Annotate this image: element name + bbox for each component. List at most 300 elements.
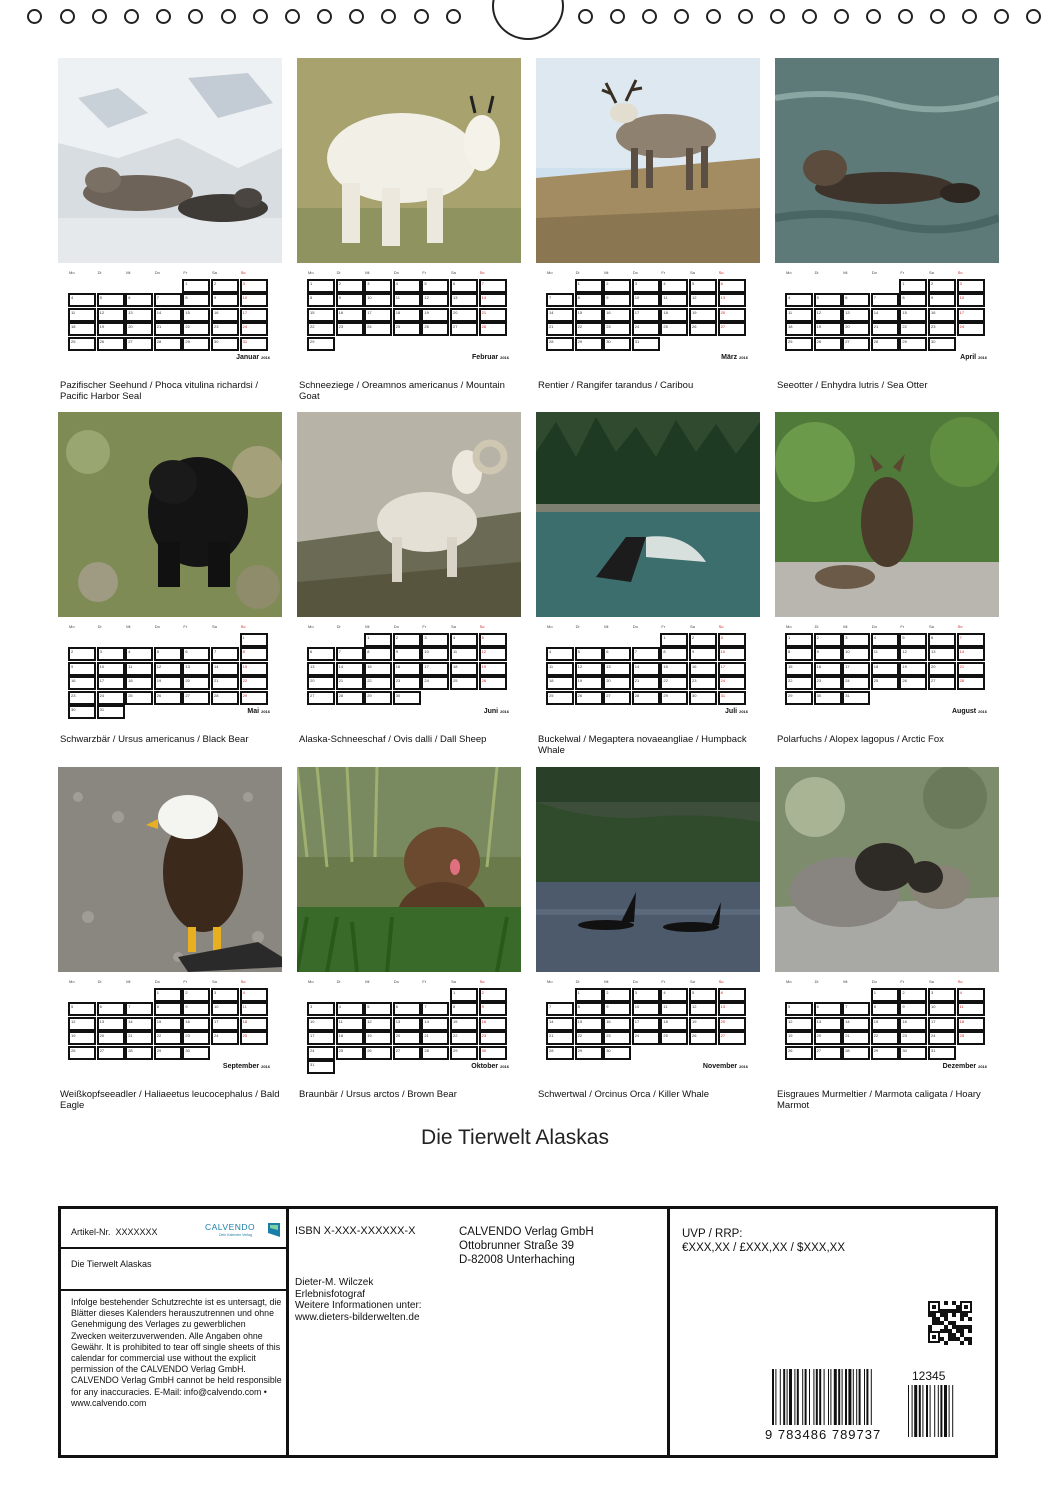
day-number: 13 — [720, 295, 726, 301]
weekday-label: Fr — [900, 624, 905, 629]
day-number: 16 — [481, 1018, 487, 1024]
day-cell — [575, 691, 603, 705]
weekday-label: Sa — [929, 624, 934, 629]
day-number: 3 — [367, 281, 370, 286]
day-number: 27 — [128, 338, 133, 344]
day-cell — [632, 293, 660, 307]
day-cell — [718, 293, 746, 307]
day-number: 7 — [549, 295, 552, 301]
day-number: 29 — [577, 338, 583, 344]
day-cell — [450, 676, 478, 690]
day-number: 2 — [185, 990, 188, 995]
day-number: 27 — [606, 692, 611, 698]
day-grid — [307, 988, 507, 1072]
day-number: 13 — [128, 309, 133, 315]
day-number: 8 — [185, 295, 188, 301]
day-number: 15 — [156, 1018, 162, 1024]
day-number: 9 — [606, 295, 609, 301]
day-cell — [182, 1046, 210, 1060]
day-cell — [660, 676, 688, 690]
day-cell — [154, 322, 182, 336]
day-cell — [632, 279, 660, 293]
day-number: 23 — [606, 1033, 611, 1039]
day-cell — [718, 1002, 746, 1016]
day-number: 19 — [481, 663, 487, 669]
day-cell — [450, 988, 478, 1002]
day-number: 25 — [549, 692, 554, 698]
day-cell — [814, 322, 842, 336]
day-cell — [364, 662, 392, 676]
day-cell — [97, 1031, 125, 1045]
day-number: 10 — [931, 1004, 936, 1010]
day-number: 31 — [931, 1047, 936, 1053]
isbn: ISBN X-XXX-XXXXXX-X — [295, 1225, 416, 1237]
day-number: 3 — [845, 635, 848, 640]
day-number: 16 — [816, 663, 822, 669]
product-title: Die Tierwelt Alaskas — [71, 1259, 152, 1269]
day-number: 26 — [577, 692, 583, 698]
month-name: März — [721, 354, 738, 361]
weekday-label: So — [718, 979, 724, 984]
day-cell — [575, 988, 603, 1002]
day-number: 20 — [310, 678, 315, 684]
photo-caption: Eisgraues Murmeltier / Marmota caligata / Hoary Marmot — [777, 1089, 981, 1111]
day-number: 20 — [931, 663, 936, 669]
day-cell — [718, 647, 746, 661]
month-card-märz — [536, 58, 760, 408]
day-cell — [125, 293, 153, 307]
weekday-label: Fr — [422, 979, 427, 984]
day-number: 27 — [720, 1033, 726, 1039]
day-number: 16 — [214, 309, 219, 315]
day-cell — [785, 293, 813, 307]
weekday-label: Fr — [422, 270, 427, 275]
day-number: 20 — [720, 309, 726, 315]
day-number: 21 — [845, 1033, 850, 1039]
day-cell — [182, 647, 210, 661]
mini-calendar — [297, 979, 521, 1074]
day-number: 7 — [338, 649, 341, 655]
day-cell — [68, 647, 96, 661]
weekday-label: Fr — [183, 979, 188, 984]
day-cell — [240, 337, 268, 351]
day-cell — [450, 293, 478, 307]
day-cell — [718, 308, 746, 322]
day-cell — [785, 662, 813, 676]
weekday-label: Fr — [661, 979, 666, 984]
day-number: 5 — [99, 295, 102, 301]
day-number: 18 — [242, 1018, 248, 1024]
day-number: 5 — [156, 649, 160, 655]
day-cell — [899, 988, 927, 1002]
day-number: 22 — [873, 1033, 879, 1039]
day-cell — [68, 322, 96, 336]
day-cell — [957, 279, 985, 293]
day-cell — [632, 308, 660, 322]
day-grid — [307, 279, 507, 363]
weekday-label: So — [240, 624, 246, 629]
day-cell — [125, 1017, 153, 1031]
day-number: 7 — [214, 649, 217, 655]
day-cell — [871, 633, 899, 647]
month-year: 2016 — [500, 355, 509, 360]
month-label — [297, 708, 509, 715]
day-grid — [68, 279, 268, 363]
day-cell — [785, 676, 813, 690]
day-cell — [211, 279, 239, 293]
mini-calendar — [775, 979, 999, 1074]
day-number: 28 — [338, 692, 344, 698]
day-number: 28 — [214, 692, 219, 698]
day-cell — [842, 1002, 870, 1016]
day-number: 20 — [606, 678, 611, 684]
day-number: 6 — [845, 295, 848, 301]
article-row — [61, 1209, 286, 1249]
photo-caption: Buckelwal / Megaptera novaeangliae / Humpback Whale — [538, 734, 747, 756]
weekday-label: So — [957, 979, 963, 984]
day-cell — [575, 1002, 603, 1016]
month-label — [536, 1063, 748, 1070]
month-name: Juli — [725, 708, 738, 715]
day-number: 8 — [367, 649, 370, 655]
day-cell — [307, 1017, 335, 1031]
day-number: 4 — [453, 635, 456, 640]
day-number: 2 — [214, 281, 217, 286]
binding-hole — [802, 9, 817, 24]
day-number: 1 — [577, 990, 580, 995]
day-number: 16 — [606, 309, 611, 315]
day-cell — [182, 1017, 210, 1031]
day-cell — [814, 1031, 842, 1045]
day-number: 27 — [395, 1047, 401, 1053]
day-cell — [814, 308, 842, 322]
day-number: 23 — [395, 678, 401, 684]
binding-hole — [738, 9, 753, 24]
day-cell — [154, 662, 182, 676]
author-info: Dieter-M. Wilczek Erlebnisfotograf Weitere Informationen unter: www.dieters-bilderwelten.de — [295, 1277, 422, 1323]
month-name: Dezember — [942, 1063, 977, 1070]
day-cell — [632, 322, 660, 336]
day-number: 15 — [577, 309, 583, 315]
day-number: 22 — [185, 324, 190, 330]
day-cell — [957, 322, 985, 336]
day-cell — [842, 662, 870, 676]
day-cell — [814, 293, 842, 307]
day-number: 22 — [453, 1033, 458, 1039]
day-number: 26 — [481, 678, 487, 684]
weekday-label: Do — [871, 270, 877, 275]
day-cell — [603, 988, 631, 1002]
day-cell — [364, 676, 392, 690]
day-cell — [546, 308, 574, 322]
day-number: 2 — [692, 635, 695, 640]
day-number: 9 — [816, 649, 819, 655]
day-number: 31 — [845, 692, 850, 698]
day-cell — [336, 647, 364, 661]
day-number: 28 — [549, 338, 554, 344]
day-cell — [814, 1002, 842, 1016]
day-cell — [68, 1017, 96, 1031]
day-number: 30 — [931, 338, 936, 344]
day-number: 16 — [606, 1018, 611, 1024]
day-cell — [718, 1031, 746, 1045]
weekday-label: Mi — [604, 270, 609, 275]
day-number: 18 — [453, 663, 458, 669]
day-cell — [125, 308, 153, 322]
day-cell — [928, 633, 956, 647]
day-number: 1 — [367, 635, 370, 640]
day-number: 1 — [453, 990, 456, 995]
day-cell — [240, 1017, 268, 1031]
day-number: 4 — [959, 990, 962, 995]
day-cell — [450, 662, 478, 676]
month-year: 2016 — [500, 709, 509, 714]
day-number: 30 — [692, 692, 697, 698]
month-card-november — [536, 767, 760, 1117]
day-number: 12 — [481, 649, 487, 655]
product-title-row — [61, 1249, 286, 1291]
day-cell — [125, 1046, 153, 1060]
day-cell — [814, 1046, 842, 1060]
day-number: 23 — [902, 1033, 907, 1039]
day-number: 29 — [453, 1047, 458, 1053]
binding-hole — [834, 9, 849, 24]
weekday-label: Do — [632, 270, 638, 275]
day-cell — [421, 293, 449, 307]
day-number: 26 — [367, 1047, 372, 1053]
day-number: 15 — [453, 1018, 458, 1024]
day-number: 24 — [242, 324, 248, 330]
day-number: 10 — [99, 663, 105, 669]
day-number: 28 — [128, 1047, 133, 1053]
day-number: 9 — [214, 295, 217, 301]
day-cell — [928, 647, 956, 661]
calvendo-logo: CALVENDO Dein Kalender Verlag — [203, 1220, 283, 1244]
day-cell — [336, 1046, 364, 1060]
day-cell — [546, 647, 574, 661]
day-number: 15 — [873, 1018, 879, 1024]
weekday-label: Di — [814, 270, 819, 275]
day-cell — [154, 691, 182, 705]
day-number: 16 — [692, 663, 697, 669]
day-number: 4 — [128, 649, 131, 655]
day-cell — [603, 308, 631, 322]
day-cell — [421, 1031, 449, 1045]
day-number: 8 — [156, 1004, 160, 1010]
day-cell — [68, 293, 96, 307]
day-cell — [97, 662, 125, 676]
day-cell — [660, 293, 688, 307]
day-cell — [211, 662, 239, 676]
weekday-label: Fr — [900, 979, 905, 984]
weekday-label: Fr — [422, 624, 427, 629]
day-cell — [154, 337, 182, 351]
day-number: 17 — [634, 1018, 640, 1024]
day-number: 25 — [242, 1033, 248, 1039]
day-number: 19 — [692, 309, 697, 315]
day-cell — [871, 662, 899, 676]
day-number: 18 — [71, 324, 76, 330]
day-cell — [240, 293, 268, 307]
day-cell — [871, 322, 899, 336]
day-cell — [336, 322, 364, 336]
day-number: 11 — [663, 1004, 668, 1010]
day-cell — [393, 1017, 421, 1031]
month-year: 2016 — [978, 709, 987, 714]
day-number: 1 — [902, 281, 905, 286]
day-cell — [718, 662, 746, 676]
day-cell — [689, 293, 717, 307]
day-cell — [899, 676, 927, 690]
day-number: 12 — [902, 649, 907, 655]
weekday-label: Mi — [365, 270, 370, 275]
month-name: Juni — [483, 708, 499, 715]
day-cell — [632, 1002, 660, 1016]
binding-hole — [994, 9, 1009, 24]
day-cell — [97, 1017, 125, 1031]
day-number: 30 — [816, 692, 822, 698]
day-cell — [842, 1046, 870, 1060]
day-cell — [928, 337, 956, 351]
day-cell — [307, 293, 335, 307]
day-number: 18 — [338, 1033, 344, 1039]
month-photo — [297, 58, 521, 263]
weekday-label: Di — [336, 270, 341, 275]
photo-caption: Polarfuchs / Alopex lagopus / Arctic Fox — [777, 734, 944, 745]
day-number: 15 — [902, 309, 907, 315]
weekday-label: So — [957, 624, 963, 629]
day-number: 2 — [931, 281, 934, 286]
day-number: 9 — [606, 1004, 609, 1010]
day-cell — [182, 676, 210, 690]
month-name: Oktober — [471, 1063, 499, 1070]
day-number: 13 — [816, 1018, 822, 1024]
day-number: 25 — [71, 338, 76, 344]
day-cell — [68, 691, 96, 705]
photo-caption: Schneeziege / Oreamnos americanus / Mountain Goat — [299, 380, 505, 402]
day-cell — [546, 337, 574, 351]
day-number: 10 — [634, 295, 640, 301]
weekday-label: So — [240, 270, 246, 275]
day-number: 5 — [481, 635, 484, 640]
weekday-label: Sa — [212, 270, 217, 275]
day-cell — [336, 308, 364, 322]
day-cell — [211, 308, 239, 322]
day-number: 22 — [663, 678, 668, 684]
day-number: 19 — [788, 1033, 793, 1039]
day-cell — [718, 988, 746, 1002]
day-number: 23 — [606, 324, 611, 330]
price-info: UVP / RRP: €XXX,XX / £XXX,XX / $XXX,XX — [682, 1228, 845, 1254]
binding-hole — [1026, 9, 1041, 24]
day-number: 10 — [310, 1018, 315, 1024]
day-cell — [785, 633, 813, 647]
binding-hole — [349, 9, 364, 24]
weekday-label: Fr — [900, 270, 905, 275]
day-grid — [785, 633, 985, 717]
day-cell — [393, 308, 421, 322]
day-number: 8 — [873, 1004, 877, 1010]
day-cell — [364, 322, 392, 336]
month-photo — [775, 58, 999, 263]
mini-calendar — [297, 270, 521, 365]
binding-holes — [0, 6, 1056, 32]
day-cell — [450, 1031, 478, 1045]
day-cell — [814, 676, 842, 690]
mini-calendar — [58, 979, 282, 1074]
day-cell — [97, 1046, 125, 1060]
day-number: 25 — [663, 324, 668, 330]
day-cell — [660, 633, 688, 647]
month-name: April — [960, 354, 977, 361]
day-cell — [240, 647, 268, 661]
day-number: 8 — [310, 295, 313, 301]
day-cell — [364, 293, 392, 307]
weekday-label: Mi — [126, 270, 131, 275]
month-card-september — [58, 767, 282, 1117]
binding-hole — [60, 9, 75, 24]
binding-hole — [446, 9, 461, 24]
day-number: 24 — [634, 1033, 640, 1039]
info-column-right — [670, 1209, 995, 1455]
day-number: 9 — [481, 1004, 484, 1010]
day-cell — [718, 691, 746, 705]
day-number: 24 — [959, 324, 965, 330]
day-cell — [575, 1017, 603, 1031]
day-number: 9 — [395, 649, 399, 655]
day-number: 11 — [128, 663, 133, 669]
day-number: 18 — [788, 324, 793, 330]
day-number: 26 — [816, 338, 822, 344]
day-number: 17 — [720, 663, 726, 669]
ean-barcode-icon — [770, 1369, 894, 1431]
day-number: 23 — [481, 1033, 487, 1039]
day-cell — [871, 1002, 899, 1016]
day-number: 22 — [788, 678, 793, 684]
day-number: 13 — [395, 1018, 401, 1024]
day-cell — [421, 662, 449, 676]
day-number: 29 — [663, 692, 668, 698]
day-number: 31 — [310, 1062, 315, 1067]
day-cell — [957, 1002, 985, 1016]
day-number: 11 — [453, 649, 458, 655]
day-number: 19 — [99, 324, 105, 330]
day-number: 30 — [902, 1047, 907, 1053]
day-cell — [125, 691, 153, 705]
weekday-label: Sa — [451, 624, 456, 629]
day-cell — [336, 676, 364, 690]
day-cell — [307, 308, 335, 322]
month-card-juni — [297, 412, 521, 762]
day-cell — [603, 1046, 631, 1060]
day-number: 26 — [424, 324, 429, 330]
day-number: 21 — [549, 324, 554, 330]
day-cell — [689, 322, 717, 336]
day-cell — [603, 293, 631, 307]
month-photo — [58, 58, 282, 263]
day-cell — [479, 662, 507, 676]
day-cell — [479, 279, 507, 293]
day-number: 2 — [816, 635, 819, 640]
day-cell — [785, 1031, 813, 1045]
month-name: August — [951, 708, 977, 715]
day-cell — [182, 293, 210, 307]
day-number: 15 — [788, 663, 793, 669]
weekday-label: Mi — [843, 624, 848, 629]
day-number: 13 — [310, 663, 315, 669]
day-cell — [899, 647, 927, 661]
day-number: 9 — [902, 1004, 905, 1010]
